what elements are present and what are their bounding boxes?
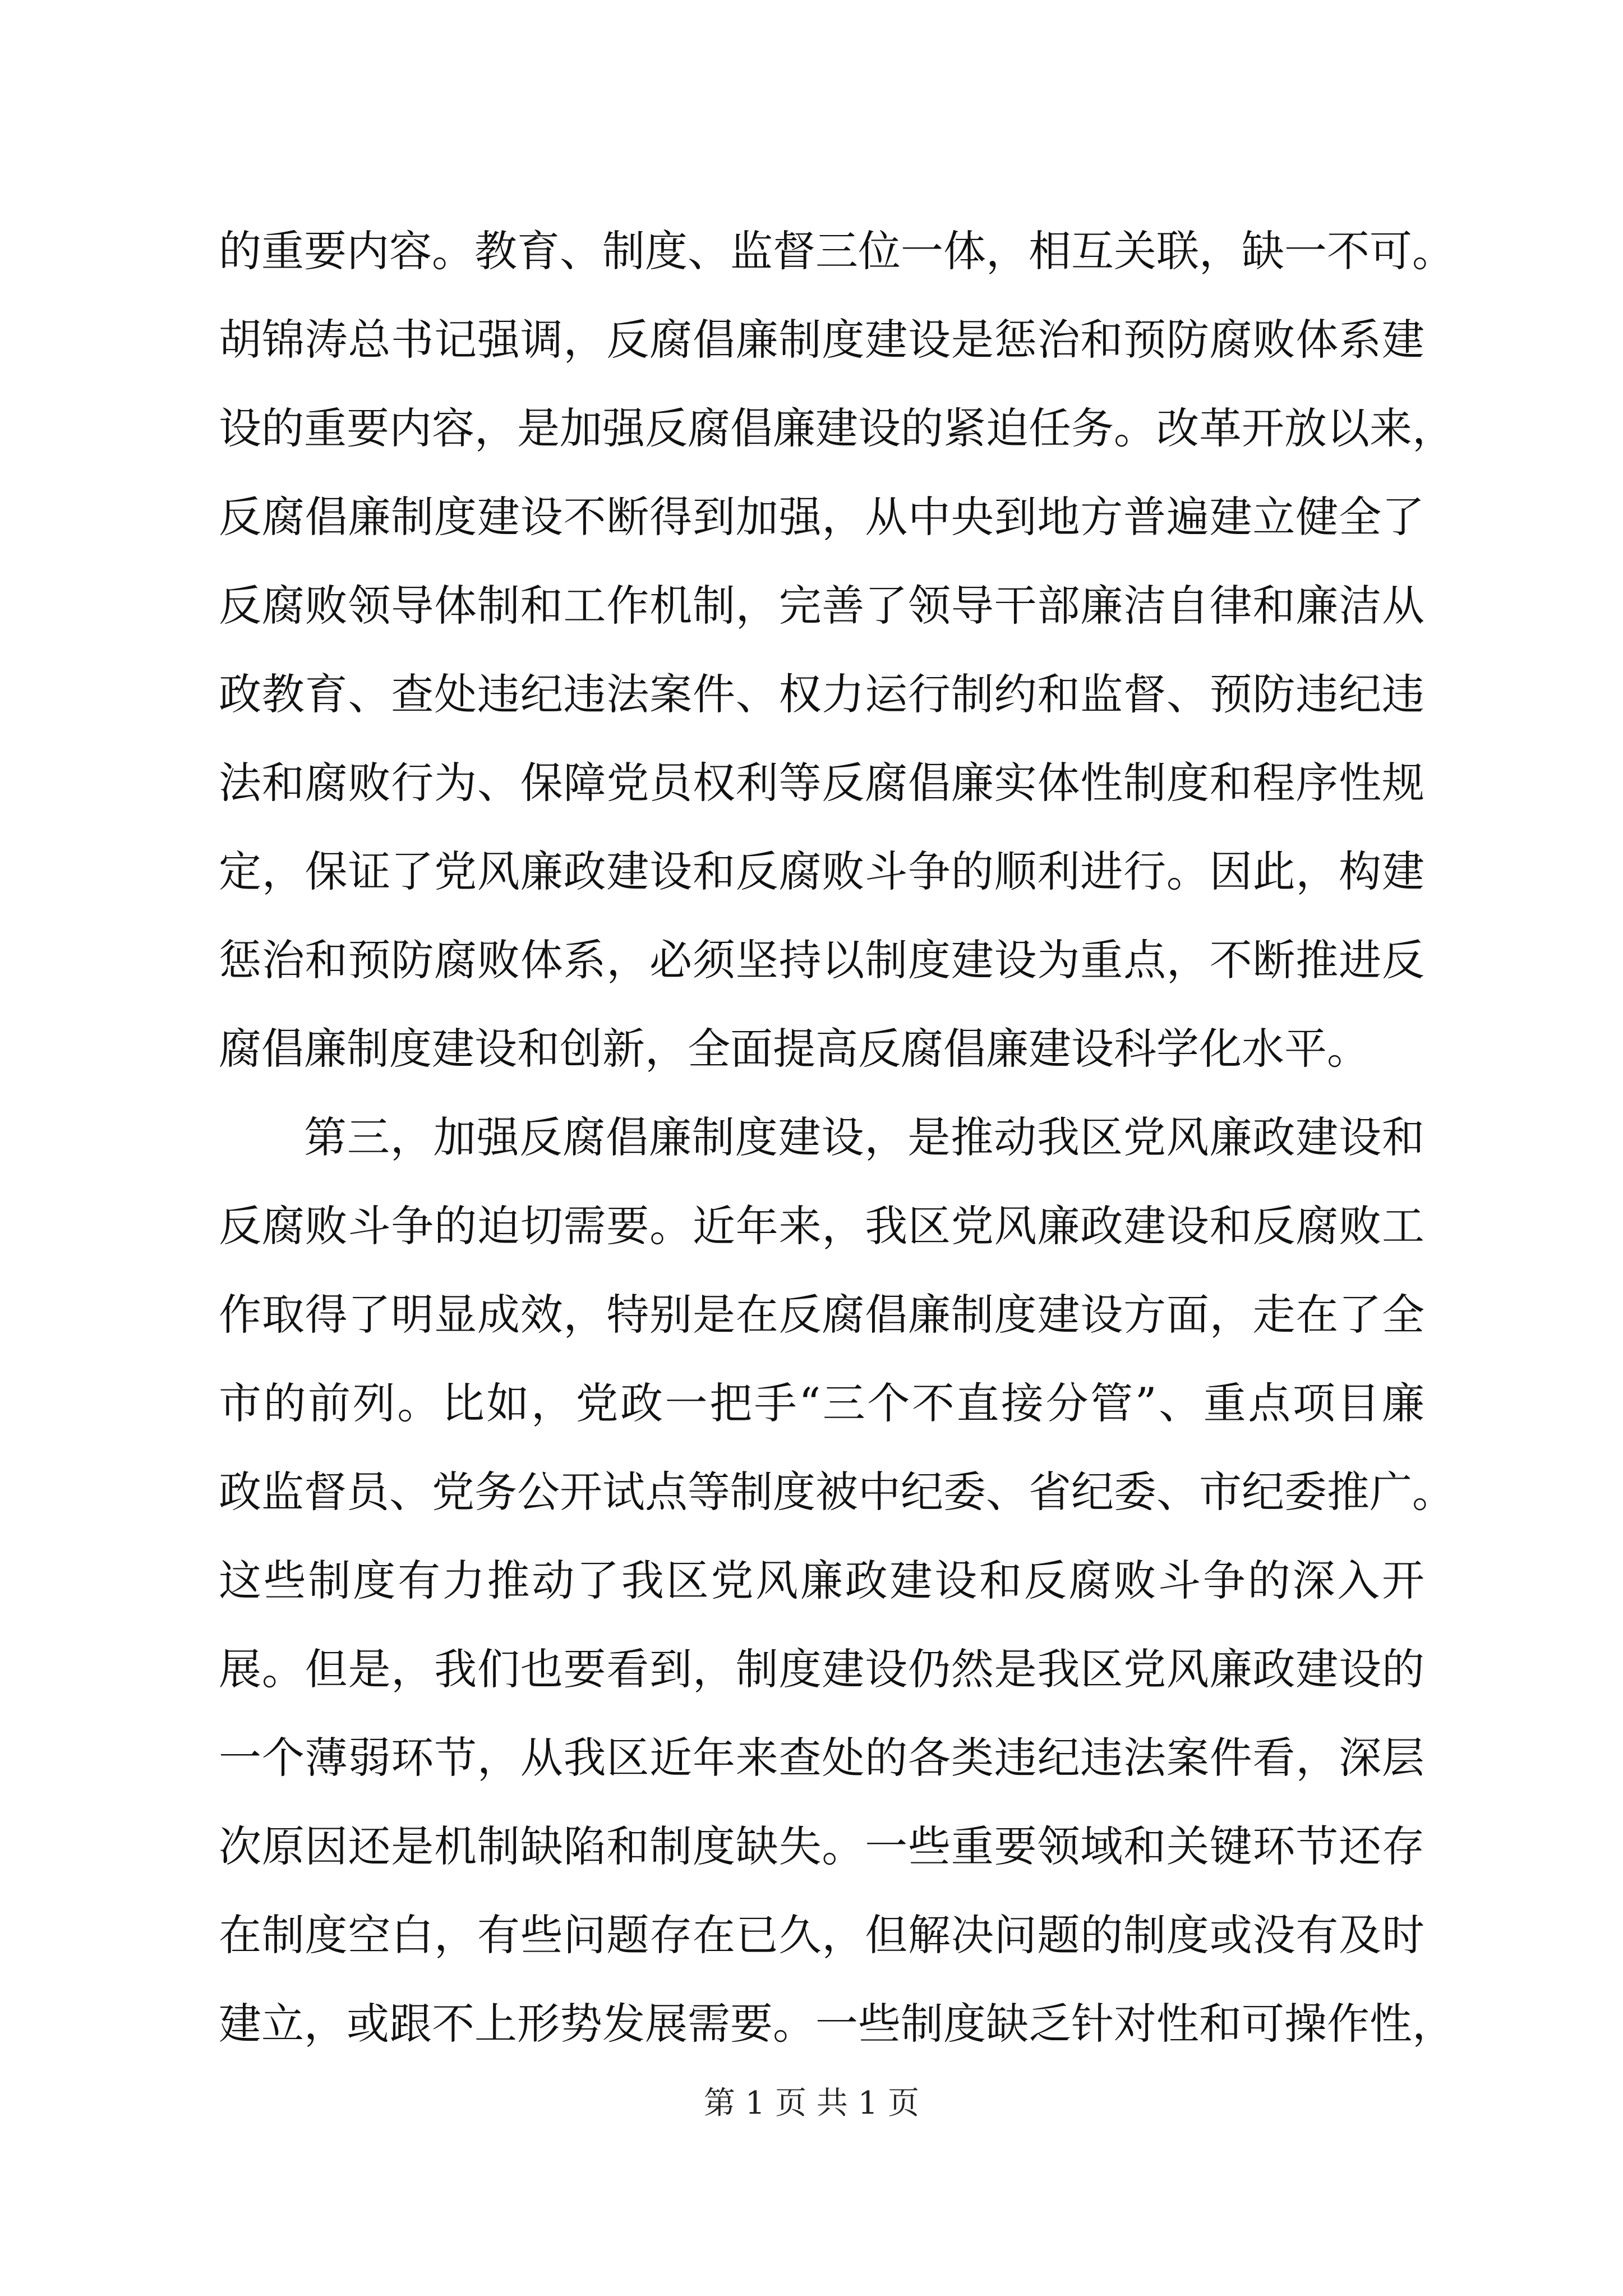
- text-line: 次原因还是机制缺陷和制度缺失。一些重要领域和关键环节还存: [219, 1821, 1424, 1871]
- text-line: 在制度空白，有些问题存在已久，但解决问题的制度或没有及时: [219, 1910, 1424, 1960]
- page-number-footer: 第 1 页 共 1 页: [703, 2085, 920, 2122]
- text-line: 反腐败斗争的迫切需要。近年来，我区党风廉政建设和反腐败工: [219, 1201, 1424, 1251]
- text-line: 展。但是，我们也要看到，制度建设仍然是我区党风廉政建设的: [219, 1644, 1424, 1694]
- text-line: 政监督员、党务公开试点等制度被中纪委、省纪委、市纪委推广。: [219, 1467, 1455, 1517]
- text-line: 设的重要内容，是加强反腐倡廉建设的紧迫任务。改革开放以来，: [219, 403, 1455, 453]
- text-line: 反腐败领导体制和工作机制，完善了领导干部廉洁自律和廉洁从: [219, 581, 1424, 631]
- text-line: 的重要内容。教育、制度、监督三位一体，相互关联，缺一不可。: [219, 226, 1455, 276]
- text-line: 胡锦涛总书记强调，反腐倡廉制度建设是惩治和预防腐败体系建: [219, 315, 1424, 365]
- text-line: 反腐倡廉制度建设不断得到加强，从中央到地方普遍建立健全了: [219, 492, 1424, 542]
- text-line: 这些制度有力推动了我区党风廉政建设和反腐败斗争的深入开: [219, 1556, 1424, 1605]
- text-line: 建立，或跟不上形势发展需要。一些制度缺乏针对性和可操作性，: [219, 1999, 1455, 2049]
- text-line: 定，保证了党风廉政建设和反腐败斗争的顺利进行。因此，构建: [219, 846, 1424, 896]
- text-line: 腐倡廉制度建设和创新，全面提高反腐倡廉建设科学化水平。: [219, 1024, 1370, 1074]
- text-line: 政教育、查处违纪违法案件、权力运行制约和监督、预防违纪违: [219, 669, 1424, 719]
- text-line: 市的前列。比如，党政一把手“三个不直接分管”、重点项目廉: [219, 1378, 1424, 1428]
- text-line: 法和腐败行为、保障党员权利等反腐倡廉实体性制度和程序性规: [219, 758, 1424, 808]
- text-line: 一个薄弱环节，从我区近年来查处的各类违纪违法案件看，深层: [219, 1733, 1424, 1783]
- text-line: 第三，加强反腐倡廉制度建设，是推动我区党风廉政建设和: [304, 1112, 1424, 1162]
- text-line: 作取得了明显成效，特别是在反腐倡廉制度建设方面，走在了全: [219, 1290, 1424, 1340]
- text-line: 惩治和预防腐败体系，必须坚持以制度建设为重点，不断推进反: [219, 935, 1424, 985]
